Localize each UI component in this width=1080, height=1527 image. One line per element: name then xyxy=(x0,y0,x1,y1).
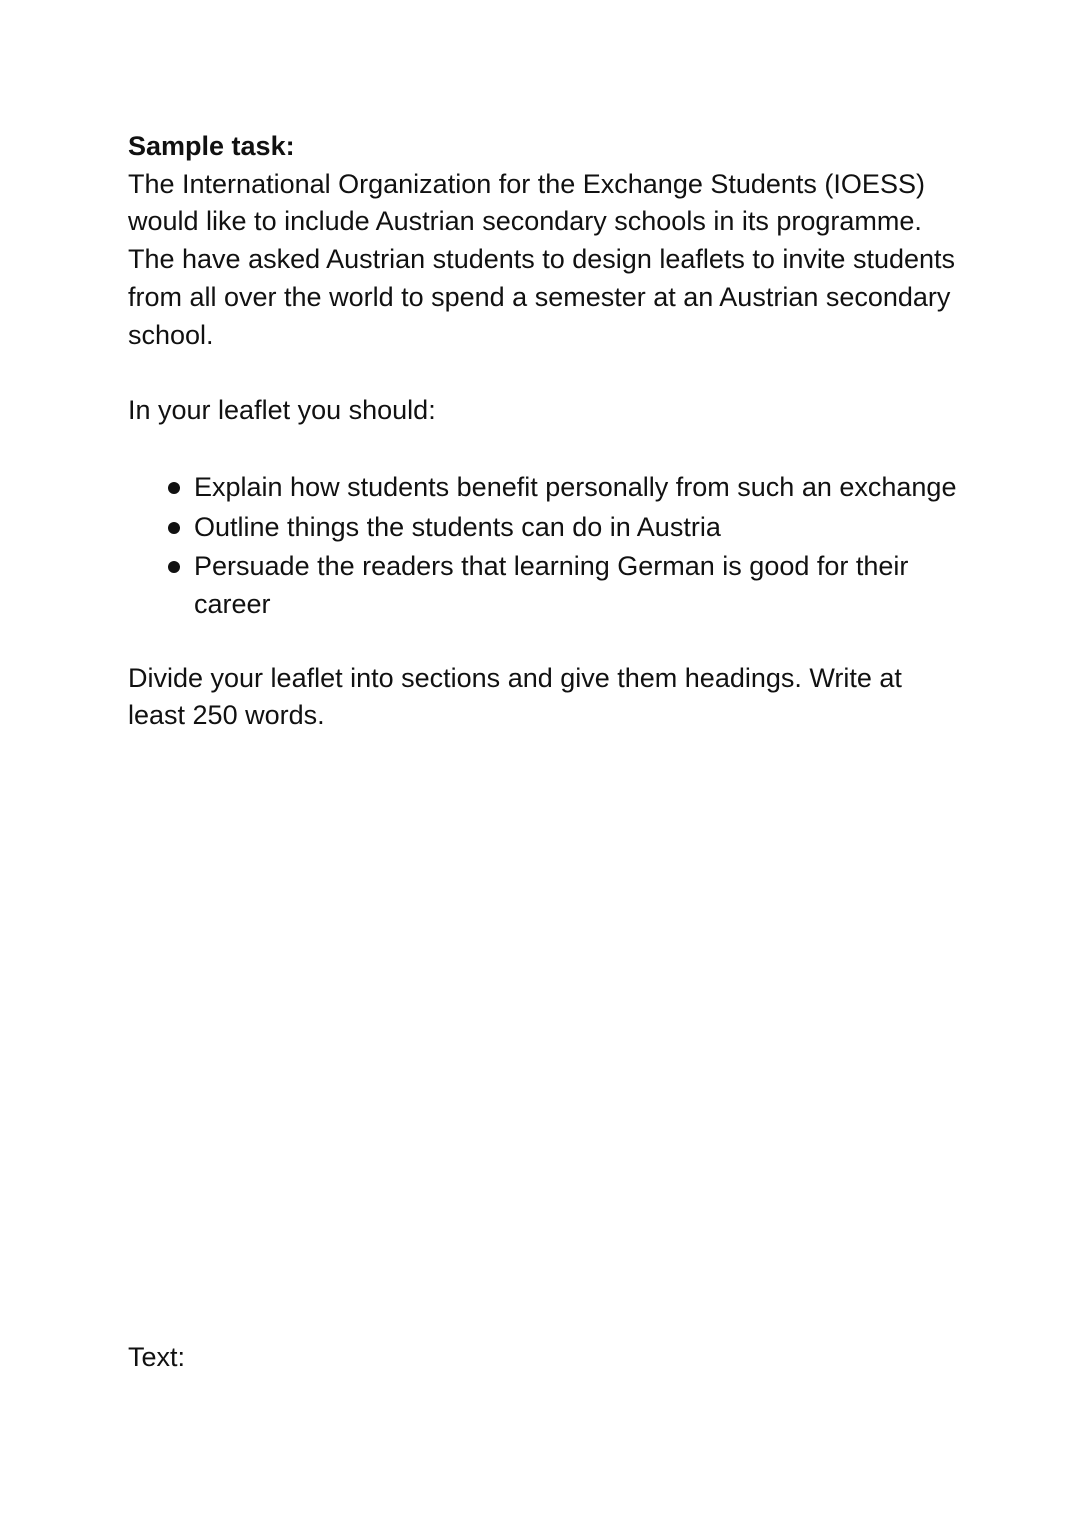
text-label: Text: xyxy=(128,1342,186,1372)
task-content xyxy=(128,128,958,735)
list-item-text: Outline things the students can do in Austria xyxy=(194,511,721,542)
task-intro: In your leaflet you should: xyxy=(128,395,436,426)
task-list xyxy=(128,469,958,624)
bullet-icon xyxy=(168,482,180,494)
task-description: The International Organization for the Exchange Students (IOESS) would like to include Austrian secondary schools in its programme. The have asked Austrian students to design leaflets to invite students from all over the world to spend a semester at an Austrian secondary school. xyxy=(128,168,956,350)
task-instructions: Divide your leaflet into sections and give them headings. Write at least 250 words. xyxy=(128,662,902,731)
list-item xyxy=(128,469,958,507)
list-item xyxy=(128,548,958,623)
list-item-text: Persuade the readers that learning German is good for their career xyxy=(194,551,909,620)
bullet-icon xyxy=(168,522,180,534)
list-item-text: Explain how students benefit personally from such an exchange xyxy=(194,471,957,502)
task-heading: Sample task: xyxy=(128,131,295,161)
list-item xyxy=(128,509,958,547)
bullet-icon xyxy=(168,561,180,573)
